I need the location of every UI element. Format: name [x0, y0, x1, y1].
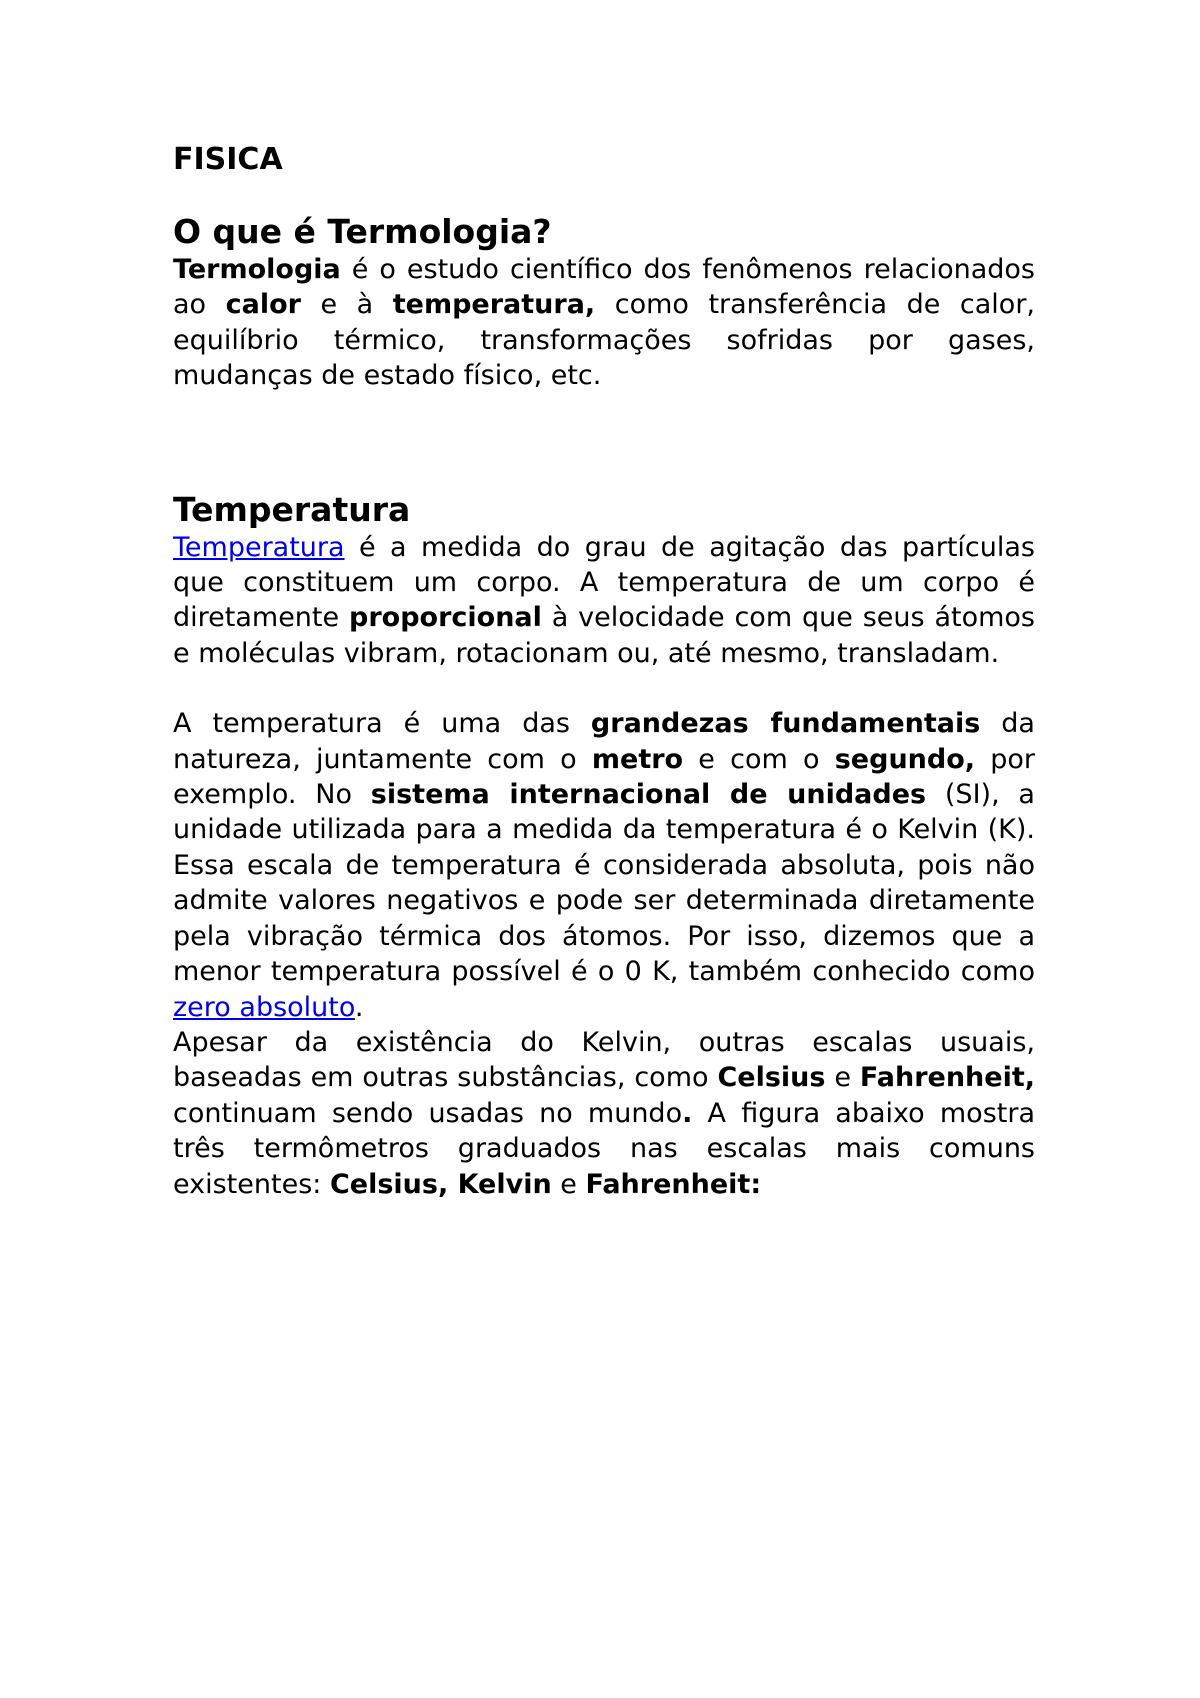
bold-calor: calor — [225, 289, 301, 321]
termologia-paragraph — [173, 252, 1035, 394]
text-span: . — [354, 991, 364, 1023]
text-span: Apesar da existência do Kelvin, outras escalas usuais, baseadas em outras substâncias, como — [173, 1026, 1035, 1094]
zero-absoluto-link[interactable]: zero absoluto — [173, 991, 355, 1023]
document-title: FISICA — [173, 142, 283, 177]
temperatura-link[interactable]: Temperatura — [173, 531, 345, 563]
text-span: continuam sendo usadas no mundo — [173, 1097, 683, 1129]
bold-grandezas-fundamentais: grandezas fundamentais — [590, 708, 981, 740]
text-span: como transferência de calor, equilíbrio térmico, transformações sofridas por gases, mudanças de estado físico, etc. — [173, 289, 1036, 392]
text-span: e com o — [683, 743, 835, 775]
bold-period: . — [682, 1097, 693, 1129]
text-span: e à — [300, 289, 393, 321]
document-page — [173, 140, 1035, 1202]
temperatura-paragraph-2 — [173, 706, 1035, 1025]
temperatura-paragraph-1 — [173, 530, 1035, 672]
bold-sistema-internacional: sistema internacional de unidades — [370, 779, 927, 811]
bold-segundo: segundo, — [834, 743, 976, 775]
temperatura-paragraph-3 — [173, 1025, 1035, 1202]
temperatura-heading: Temperatura — [173, 489, 411, 529]
bold-fahrenheit: Fahrenheit, — [859, 1062, 1035, 1094]
bold-termologia: Termologia — [173, 254, 341, 285]
text-span: e — [825, 1062, 860, 1094]
bold-fahrenheit-2: Fahrenheit: — [585, 1168, 762, 1200]
text-span: é a medida do grau de agitação das partículas que constituem um corpo. A temperatura de um corpo é diretamente — [173, 531, 1035, 634]
termologia-heading: O que é Termologia? — [173, 212, 552, 251]
text-span: é o estudo científico dos fenômenos relacionados ao — [173, 254, 1035, 321]
text-span: A figura abaixo mostra três termômetros graduados nas escalas mais comuns existentes: — [173, 1097, 1035, 1200]
text-span: à velocidade com que seus átomos e moléculas vibram, rotacionam ou, até mesmo, transladam. — [173, 602, 1035, 669]
bold-proporcional: proporcional — [349, 602, 542, 634]
text-span: da natureza, juntamente com o — [173, 708, 1035, 775]
text-span: A temperatura é uma das — [173, 708, 591, 740]
bold-celsius: Celsius — [717, 1062, 826, 1094]
bold-celsius-kelvin: Celsius, Kelvin — [329, 1168, 552, 1200]
spacer — [173, 180, 1035, 212]
text-span: e — [551, 1168, 586, 1200]
bold-metro: metro — [591, 743, 684, 775]
text-span: (SI), a unidade utilizada para a medida da temperatura é o Kelvin (K). Essa escala de temperatura é considerada absoluta, pois não admite valores negativos e pode ser determinada diretamente pela vibração térmica dos átomos. Por isso, dizemos que a menor temperatura possível é o 0 K, também conhecido como — [173, 779, 1035, 988]
text-span: por exemplo. No — [173, 743, 1035, 811]
bold-temperatura: temperatura, — [392, 289, 596, 321]
spacer — [173, 671, 1035, 706]
spacer — [173, 394, 1035, 490]
